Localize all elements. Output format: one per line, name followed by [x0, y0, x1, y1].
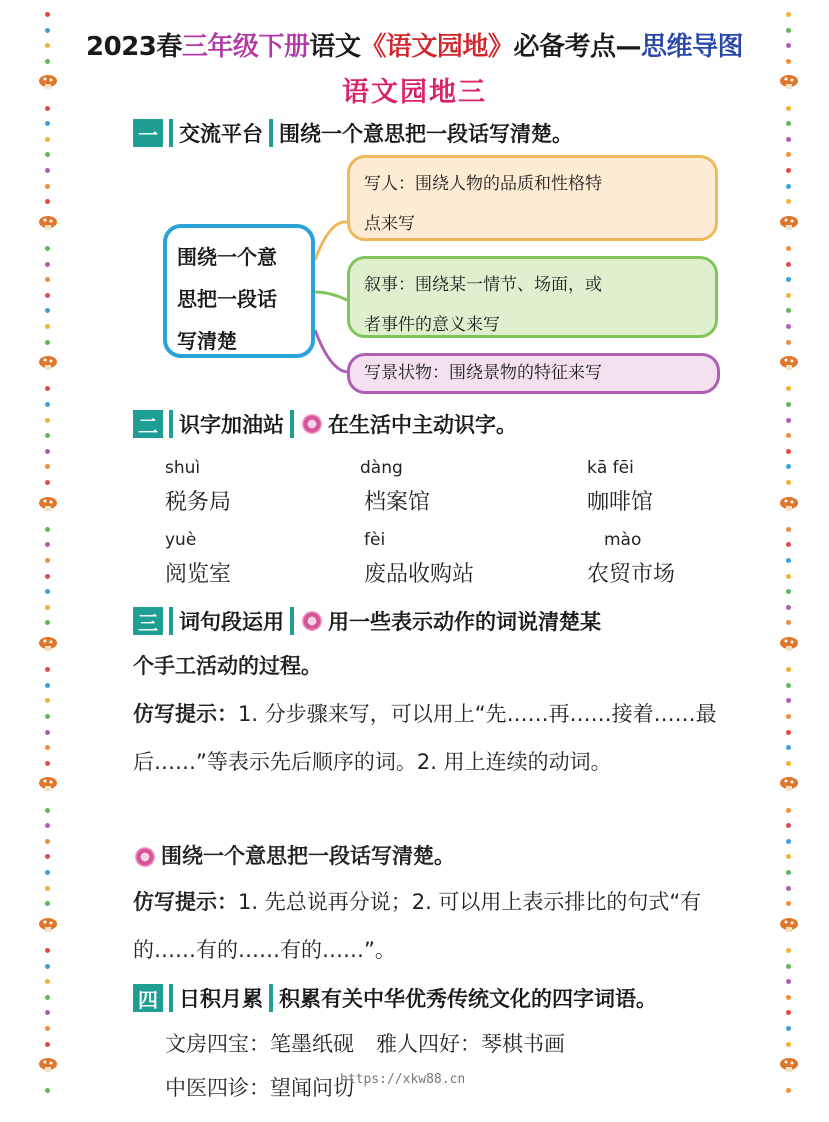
border-dot [786, 1088, 791, 1093]
section3-desc-line2: 个手工活动的过程。 [133, 654, 322, 678]
border-dot [786, 964, 791, 969]
mushroom-icon [779, 636, 799, 652]
border-dot [786, 714, 791, 719]
idiom-item: 文房四宝：笔墨纸砚 [165, 1032, 354, 1056]
subtitle-text: 围绕一个意思把一段话写清楚。 [161, 844, 455, 868]
border-dot [786, 1042, 791, 1047]
border-dot [45, 433, 50, 438]
mushroom-icon [38, 636, 58, 652]
border-dot [786, 1010, 791, 1015]
border-dot [786, 620, 791, 625]
border-dot [45, 542, 50, 547]
hint-text: 1. 先总说再分说；2. 可以用上表示排比的句式“有的……有的……有的……”。 [133, 890, 702, 962]
vocab-word: 档案馆 [364, 490, 431, 515]
node-line: 点来写 [364, 214, 415, 234]
border-dot [786, 464, 791, 469]
section3-subtitle [133, 840, 455, 870]
border-dot [45, 886, 50, 891]
node-line: 叙事：围绕某一情节、场面，或 [364, 275, 602, 295]
border-dot [45, 964, 50, 969]
mushroom-icon [38, 1057, 58, 1073]
border-dot [45, 761, 50, 766]
vocab-word: 税务局 [165, 490, 232, 515]
border-dot [45, 605, 50, 610]
hint-paragraph-2 [133, 878, 733, 974]
border-dot [45, 995, 50, 1000]
border-dot [45, 620, 50, 625]
border-dot [45, 839, 50, 844]
mushroom-icon [38, 917, 58, 933]
hint-label: 仿写提示： [133, 702, 238, 726]
page-subtitle: 语文园地三 [342, 77, 487, 108]
border-dot [45, 480, 50, 485]
border-dot [45, 574, 50, 579]
border-dot [45, 558, 50, 563]
idiom-line [165, 1028, 565, 1058]
border-dot [786, 449, 791, 454]
border-dot [45, 745, 50, 750]
border-dot [45, 1042, 50, 1047]
title-grade: 三年级下册 [181, 32, 310, 62]
section2-desc: 在生活中主动识字。 [328, 413, 517, 437]
title-points: 必备考点— [513, 32, 641, 62]
pinyin: dàng [360, 458, 403, 478]
border-dot [45, 979, 50, 984]
border-dot [786, 605, 791, 610]
node-line: 写景状物：围绕景物的特征来写 [364, 363, 602, 383]
vocab-word: 农贸市场 [587, 562, 676, 587]
section4-name: 日积月累 [179, 987, 263, 1011]
border-dot [786, 730, 791, 735]
border-dot [786, 542, 791, 547]
border-dot [45, 589, 50, 594]
section2-number: 二 [133, 410, 163, 438]
border-dot [786, 527, 791, 532]
border-dot [45, 948, 50, 953]
border-dot [45, 1026, 50, 1031]
idiom-item: 雅人四好：琴棋书画 [376, 1032, 565, 1056]
watermark: https://xkw88.cn [340, 1072, 466, 1087]
title-subject: 语文 [309, 32, 361, 62]
pinyin: shuì [165, 458, 201, 478]
divider [290, 607, 294, 635]
title-year: 2023春 [86, 32, 182, 62]
pinyin: yuè [165, 530, 197, 550]
section3-name: 词句段运用 [179, 610, 284, 634]
root-line: 写清楚 [177, 329, 237, 353]
border-dot [786, 480, 791, 485]
idiom-item: 中医四诊：望闻问切 [165, 1076, 354, 1100]
vocab-word: 废品收购站 [364, 562, 475, 587]
title-mindmap: 思维导图 [640, 32, 743, 62]
flower-icon [135, 847, 155, 867]
border-dot [786, 886, 791, 891]
border-dot [786, 995, 791, 1000]
mushroom-icon [38, 496, 58, 512]
idiom-line [165, 1072, 354, 1102]
divider [169, 984, 173, 1012]
border-dot [45, 714, 50, 719]
divider [290, 410, 294, 438]
border-dot [786, 854, 791, 859]
flower-icon [302, 611, 322, 631]
divider [169, 607, 173, 635]
section3-number: 三 [133, 607, 163, 635]
border-dot [45, 527, 50, 532]
section3-heading [133, 606, 601, 636]
border-dot [786, 558, 791, 563]
border-dot [786, 839, 791, 844]
hint-label: 仿写提示： [133, 890, 238, 914]
border-dot [45, 870, 50, 875]
section2-name: 识字加油站 [179, 413, 284, 437]
mushroom-icon [779, 1057, 799, 1073]
node-line: 写人：围绕人物的品质和性格特 [364, 174, 602, 194]
mushroom-icon [779, 776, 799, 792]
border-dot [786, 808, 791, 813]
flower-icon [302, 414, 322, 434]
border-dot [45, 683, 50, 688]
section1-desc: 围绕一个意思把一段话写清楚。 [279, 122, 573, 146]
hint-text: 1. 分步骤来写，可以用上“先……再……接着……最后……”等表示先后顺序的词。2. 用上连续的动词。 [133, 702, 717, 774]
divider [169, 410, 173, 438]
border-dot [786, 667, 791, 672]
pinyin: fèi [364, 530, 386, 550]
border-dot [45, 1010, 50, 1015]
border-dot [786, 683, 791, 688]
border-dot [45, 808, 50, 813]
border-dot [786, 870, 791, 875]
pinyin: mào [604, 530, 642, 550]
section4-heading [133, 983, 657, 1013]
border-dot [45, 854, 50, 859]
divider [269, 984, 273, 1012]
border-dot [45, 464, 50, 469]
hint-paragraph-1 [133, 690, 733, 786]
section4-number: 四 [133, 984, 163, 1012]
border-dot [786, 698, 791, 703]
border-dot [786, 574, 791, 579]
border-dot [45, 698, 50, 703]
section4-desc: 积累有关中华优秀传统文化的四字词语。 [279, 987, 657, 1011]
border-dot [786, 948, 791, 953]
section3-desc-line1: 用一些表示动作的词说清楚某 [328, 610, 601, 634]
border-dot [45, 667, 50, 672]
section2-heading [133, 409, 517, 439]
mushroom-icon [779, 496, 799, 512]
border-dot [45, 449, 50, 454]
border-dot [786, 589, 791, 594]
section1-name: 交流平台 [179, 122, 263, 146]
vocab-word: 阅览室 [165, 562, 232, 587]
title-unit: 《语文园地》 [360, 32, 514, 62]
border-dot [786, 761, 791, 766]
root-line: 思把一段话 [177, 287, 277, 311]
mushroom-icon [779, 917, 799, 933]
mindmap-node-person [347, 155, 718, 241]
node-line: 者事件的意义来写 [364, 315, 500, 335]
border-dot [786, 979, 791, 984]
mindmap-node-scenery [347, 353, 720, 394]
root-line: 围绕一个意 [177, 245, 277, 269]
border-dot [786, 901, 791, 906]
border-dot [786, 433, 791, 438]
mindmap-root [163, 224, 315, 358]
section1-number: 一 [133, 119, 163, 147]
mindmap-node-narrative [347, 256, 718, 338]
border-dot [45, 730, 50, 735]
border-dot [786, 745, 791, 750]
border-dot [786, 1026, 791, 1031]
pinyin: kā fēi [587, 458, 634, 478]
border-dot [45, 823, 50, 828]
border-dot [786, 823, 791, 828]
vocab-word: 咖啡馆 [587, 490, 654, 515]
border-dot [45, 901, 50, 906]
mushroom-icon [38, 776, 58, 792]
border-dot [45, 1088, 50, 1093]
